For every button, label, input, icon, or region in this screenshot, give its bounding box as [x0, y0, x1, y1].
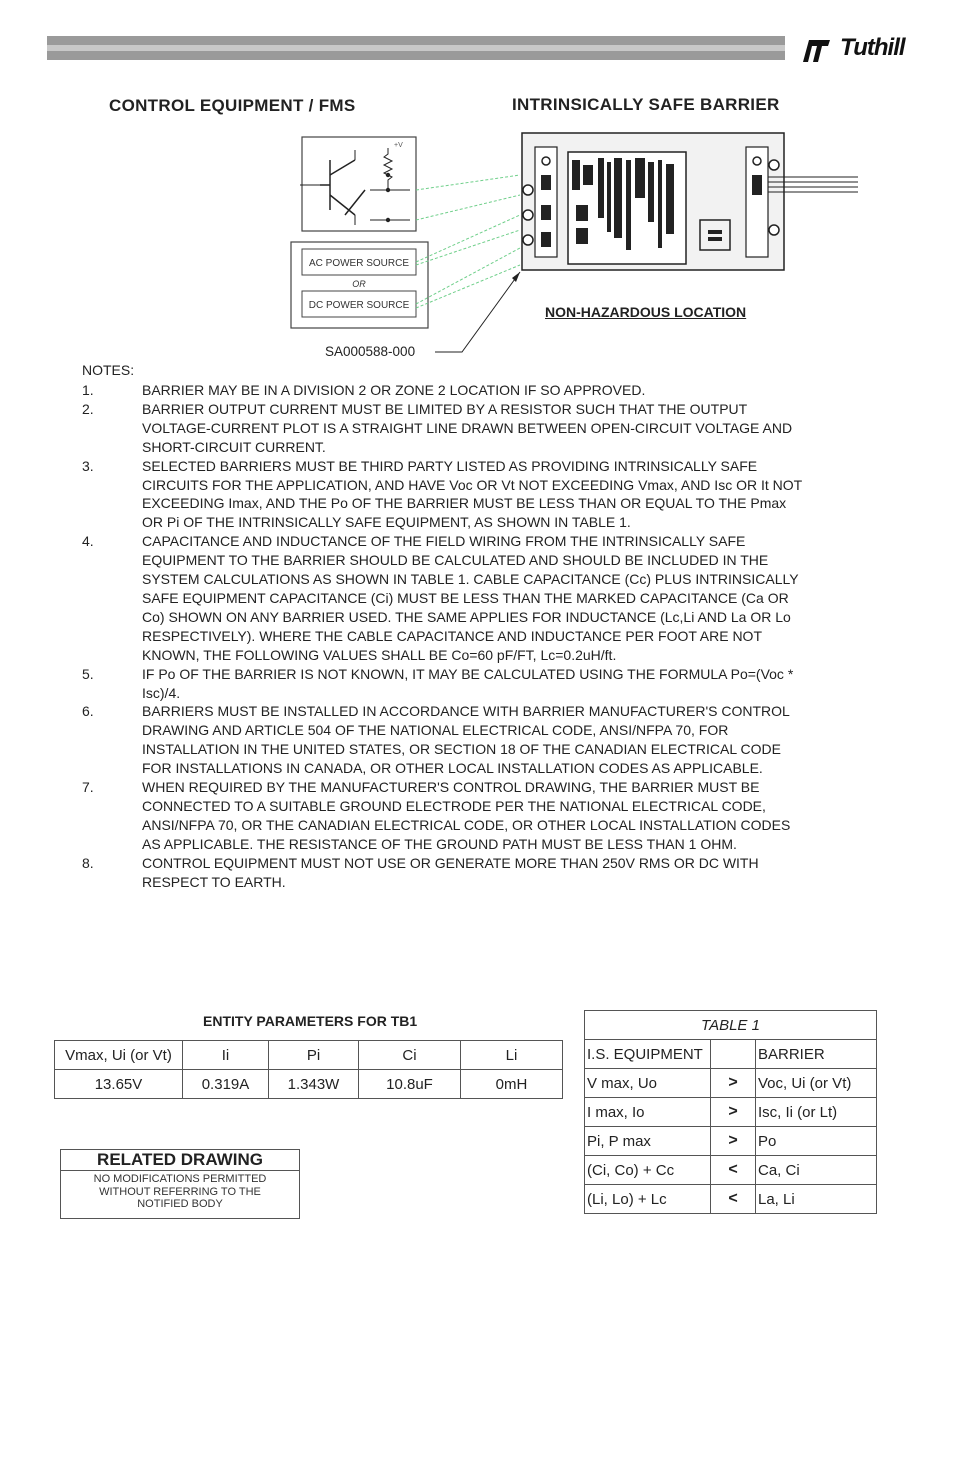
table-row — [585, 1040, 877, 1069]
notes-list — [82, 381, 802, 891]
non-hazardous-label: NON-HAZARDOUS LOCATION — [545, 304, 747, 320]
table-header-cell: Ii — [183, 1041, 269, 1070]
table-header-cell: I.S. EQUIPMENT — [585, 1040, 711, 1069]
comparison-symbol: < — [711, 1185, 756, 1214]
note-number: 1. — [82, 382, 94, 398]
comparison-symbol: > — [711, 1069, 756, 1098]
note-item — [82, 702, 802, 778]
note-number: 4. — [82, 533, 94, 550]
table-cell: La, Li — [756, 1185, 877, 1214]
table-row — [585, 1098, 877, 1127]
table-cell: 10.8uF — [359, 1070, 461, 1099]
related-line-3: NOTIFIED BODY — [137, 1198, 223, 1210]
table-header-cell — [711, 1040, 756, 1069]
note-item — [82, 665, 802, 703]
entity-parameters-title: ENTITY PARAMETERS FOR TB1 — [203, 1013, 418, 1029]
table-cell: 0.319A — [183, 1070, 269, 1099]
table-cell: Voc, Ui (or Vt) — [756, 1069, 877, 1098]
table-header-cell: Vmax, Ui (or Vt) — [55, 1041, 183, 1070]
note-number: 5. — [82, 665, 94, 682]
table-row — [585, 1185, 877, 1214]
table-row — [585, 1127, 877, 1156]
note-text: BARRIER OUTPUT CURRENT MUST BE LIMITED BY A RESISTOR SUCH THAT THE OUTPUT VOLTAGE-CURRENT PLOT IS A STRAIGHT LINE DRAWN BETWEEN OPEN-CIRCUIT VOLTAGE AND SHORT-CIRCUIT CURRENT. — [142, 400, 793, 455]
note-item — [82, 854, 802, 892]
table-cell: 0mH — [461, 1070, 563, 1099]
table-cell: Pi, P max — [585, 1127, 711, 1156]
barrier-title: INTRINSICALLY SAFE BARRIER — [512, 95, 780, 114]
related-line-1: NO MODIFICATIONS PERMITTED — [93, 1173, 267, 1185]
header-bar-stripe — [47, 45, 785, 51]
table-cell: 13.65V — [55, 1070, 183, 1099]
table-cell: I max, Io — [585, 1098, 711, 1127]
table-header-cell: Pi — [269, 1041, 359, 1070]
table-cell: Po — [756, 1127, 877, 1156]
table-cell: V max, Uo — [585, 1069, 711, 1098]
drawing-number: SA000588-000 — [325, 344, 416, 359]
brand-name: Tuthill — [840, 34, 905, 61]
note-item — [82, 381, 802, 400]
note-number: 7. — [82, 779, 94, 796]
note-text: BARRIER MAY BE IN A DIVISION 2 OR ZONE 2 LOCATION IF SO APPROVED. — [142, 382, 646, 398]
control-equipment-title: CONTROL EQUIPMENT / FMS — [109, 96, 356, 115]
related-drawing-box — [60, 1149, 300, 1219]
comparison-symbol: > — [711, 1098, 756, 1127]
table-row — [55, 1070, 563, 1099]
notes-title: NOTES: — [82, 362, 135, 378]
note-item — [82, 400, 802, 457]
table-cell: Ca, Ci — [756, 1156, 877, 1185]
related-drawing-note — [61, 1171, 299, 1211]
note-number: 3. — [82, 457, 94, 474]
table-row — [585, 1156, 877, 1185]
note-text: SELECTED BARRIERS MUST BE THIRD PARTY LISTED AS PROVIDING INTRINSICALLY SAFE CIRCUITS FOR THE APPLICATION, AND HAVE Voc OR Vt NOT EXCEEDING Vmax, AND Isc OR It NOT EXCEEDING Imax, AND THE Po OF THE BARRIER MUST BE LESS THAN OR EQUAL TO THE Pmax OR Pi OF THE INTRINSICALLY SAFE EQUIPMENT, AS SHOWN IN TABLE 1. — [142, 457, 802, 531]
table-cell: (Ci, Co) + Cc — [585, 1156, 711, 1185]
table-cell: 1.343W — [269, 1070, 359, 1099]
table-caption: TABLE 1 — [585, 1011, 877, 1040]
comparison-symbol: < — [711, 1156, 756, 1185]
note-text: IF Po OF THE BARRIER IS NOT KNOWN, IT MAY BE CALCULATED USING THE FORMULA Po=(Voc * Isc)/4. — [142, 665, 794, 701]
table-row — [585, 1069, 877, 1098]
note-text: BARRIERS MUST BE INSTALLED IN ACCORDANCE WITH BARRIER MANUFACTURER'S CONTROL DRAWING AND ARTICLE 504 OF THE NATIONAL ELECTRICAL CODE, ANSI/NFPA 70, FOR INSTALLATION IN THE UNITED STATES, OR SECTION 18 OF THE CANADIAN ELECTRICAL CODE FOR INSTALLATIONS IN CANADA, OR OTHER LOCAL INSTALLATION CODES AS APPLICABLE. — [142, 703, 790, 777]
table-cell: Isc, Ii (or Lt) — [756, 1098, 877, 1127]
or-label: OR — [352, 279, 366, 289]
note-text: CAPACITANCE AND INDUCTANCE OF THE FIELD WIRING FROM THE INTRINSICALLY SAFE EQUIPMENT TO THE BARRIER SHOULD BE CALCULATED AND SHOULD BE INCLUDED IN THE SYSTEM CALCULATIONS AS SHOWN IN TABLE 1. CABLE CAPACITANCE (Cc) PLUS INTRINSICALLY SAFE EQUIPMENT CAPACITANCE (Ci) MUST BE LESS THAN THE MARKED CAPACITANCE (Ca OR Co) SHOWN ON ANY BARRIER USED. THE SAME APPLIES FOR INDUCTANCE (Lc,Li AND La OR Lo RESPECTIVELY). WHERE THE CABLE CAPACITANCE AND INDUCTANCE PER FOOT ARE NOT KNOWN, THE FOLLOWING VALUES SHALL BE Co=60 pF/FT, Lc=0.2uH/ft. — [142, 533, 799, 663]
related-line-2: WITHOUT REFERRING TO THE — [99, 1185, 261, 1198]
note-number: 6. — [82, 703, 94, 720]
dc-power-label: DC POWER SOURCE — [308, 300, 410, 311]
table-row — [55, 1041, 563, 1070]
wiring-diagram — [280, 120, 900, 370]
entity-parameters-table — [54, 1040, 563, 1099]
ac-power-label: AC POWER SOURCE — [308, 258, 410, 269]
table-1 — [584, 1010, 877, 1214]
table-cell: (Li, Lo) + Lc — [585, 1185, 711, 1214]
table-row — [585, 1011, 877, 1040]
note-number: 2. — [82, 400, 94, 417]
note-number: 8. — [82, 854, 94, 871]
note-item — [82, 457, 802, 533]
related-drawing-title: RELATED DRAWING — [61, 1150, 299, 1171]
header-bar — [47, 36, 785, 60]
table-header-cell: Li — [461, 1041, 563, 1070]
note-item — [82, 778, 802, 854]
note-text: CONTROL EQUIPMENT MUST NOT USE OR GENERATE MORE THAN 250V RMS OR DC WITH RESPECT TO EARTH. — [142, 854, 759, 890]
table-header-cell: Ci — [359, 1041, 461, 1070]
pv-label: +V — [394, 142, 403, 149]
table-header-cell: BARRIER — [756, 1040, 877, 1069]
note-item — [82, 532, 802, 664]
comparison-symbol: > — [711, 1127, 756, 1156]
note-text: WHEN REQUIRED BY THE MANUFACTURER'S CONTROL DRAWING, THE BARRIER MUST BE CONNECTED TO A SUITABLE GROUND ELECTRODE PER THE NATIONAL ELECTRICAL CODE, ANSI/NFPA 70, OR THE CANADIAN ELECTRICAL CODE, OR OTHER LOCAL INSTALLATION CODES AS APPLICABLE. THE RESISTANCE OF THE GROUND PATH MUST BE LESS THAN 1 OHM. — [142, 779, 791, 852]
